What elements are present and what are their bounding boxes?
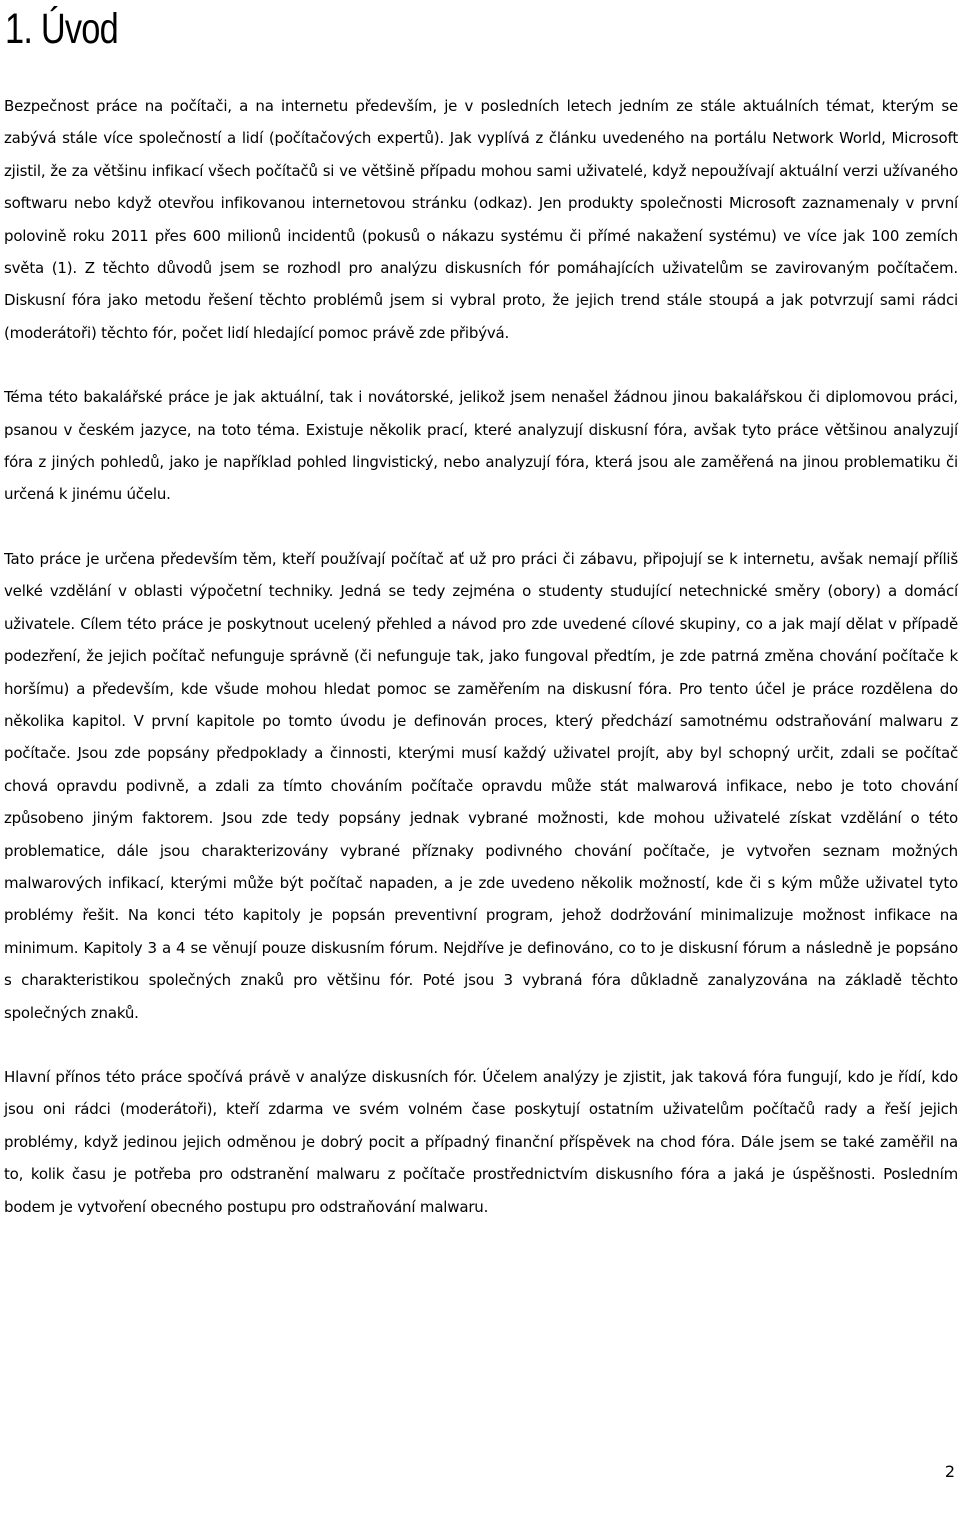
page-number: 2 (944, 1462, 955, 1481)
paragraph-contribution: Hlavní přínos této práce spočívá právě v analýze diskusních fór. Účelem analýzy je zjistit, jak taková fóra fungují, kdo je řídí, kdo jsou oni rádci (moderátoři), kteří zdarma ve svém volném čase poskytují ostatním uživatelům počítačů rady a řeší jejich problémy, když jedinou jejich odměnou je dobrý pocit a případný finanční příspěvek na chod fóra. Dále jsem se také zaměřil na to, kolik času je potřeba pro odstranění malwaru z počítače prostřednictvím diskusního fóra a jaká je úspěšnosti. Posledním bodem je vytvoření obecného postupu pro odstraňování malwaru. (4, 1067, 958, 1216)
paragraph-audience: Tato práce je určena především těm, kteří používají počítač ať už pro práci či zábavu, připojují se k internetu, avšak nemají příliš velké vzdělání v oblasti výpočetní techniky. Jedná se tedy zejména o studenty studující netechnické směry (obory) a domácí uživatele. Cílem této práce je poskytnout ucelený přehled a návod pro zde uvedené cílové skupiny, co a jak mají dělat v případě podezření, že jejich počítač nefunguje správně (či nefunguje tak, jako fungoval předtím, je zde patrná změna chování počítače k horšímu) a především, kde všude mohou hledat pomoc se zaměřením na diskusní fóra. Pro tento účel je práce rozdělena do několika kapitol. V první kapitole po tomto úvodu je definován proces, který předchází samotnému odstraňování malwaru z počítače. Jsou zde popsány předpoklady a činnosti, kterými musí každý uživatel projít, aby byl schopný určit, zdali se počítač chová opravdu podivně, a zdali za tímto chováním počítače opravdu může stát malwarová infikace, nebo je toto chování způsobeno jiným faktorem. Jsou zde tedy popsány jednak vybrané možnosti, kde mohou uživatelé získat vzdělání o této problematice, dále jsou charakterizovány vybrané příznaky podivného chování počítače, je vytvořen seznam možných malwarových infikací, kterými může být počítač napaden, a je zde uvedeno několik možností, kde či s kým může uživatel tyto problémy řešit. Na konci této kapitoly je popsán preventivní program, jehož dodržování minimalizuje možnost infikace na minimum. Kapitoly 3 a 4 se věnují pouze diskusním fórum. Nejdříve je definováno, co to je diskusní fórum a následně je popsáno s charakteristikou společných znaků pro většinu fór. Poté jsou 3 vybraná fóra důkladně zanalyzována na základě těchto společných znaků. (4, 549, 958, 1022)
body-text (4, 90, 958, 1255)
paragraph-topic: Téma této bakalářské práce je jak aktuální, tak i novátorské, jelikož jsem nenašel žádnou jinou bakalářskou či diplomovou práci, psanou v českém jazyce, na toto téma. Existuje několik prací, které analyzují diskusní fóra, avšak tyto práce většinou analyzují fóra z jiných pohledů, jako je například pohled lingvistický, nebo analyzují fóra, která jsou ale zaměřená na jinou problematiku či určená k jinému účelu. (4, 388, 958, 504)
paragraph-intro: Bezpečnost práce na počítači, a na internetu především, je v posledních letech jedním ze stále aktuálních témat, kterým se zabývá stále více společností a lidí (počítačových expertů). Jak vyplívá z článku uvedeného na portálu Network World, Microsoft zjistil, že za většinu infikací všech počítačů si ve většině případu mohou sami uživatelé, když nepoužívají aktuální verzi užívaného softwaru nebo když otevřou infikovanou internetovou stránku (odkaz). Jen produkty společnosti Microsoft zaznamenaly v první polovině roku 2011 přes 600 milionů incidentů (pokusů o nákazu systému či přímé nakažení systému) ve více jak 100 zemích světa (1). Z těchto důvodů jsem se rozhodl pro analýzu diskusních fór pomáhajících uživatelům se zavirovaným počítačem. Diskusní fóra jako metodu řešení těchto problémů jsem si vybral proto, že jejich trend stále stoupá a jak potvrzují sami rádci (moderátoři) těchto fór, počet lidí hledající pomoc právě zde přibývá. (4, 97, 958, 342)
chapter-heading: 1. Úvod (5, 5, 118, 53)
